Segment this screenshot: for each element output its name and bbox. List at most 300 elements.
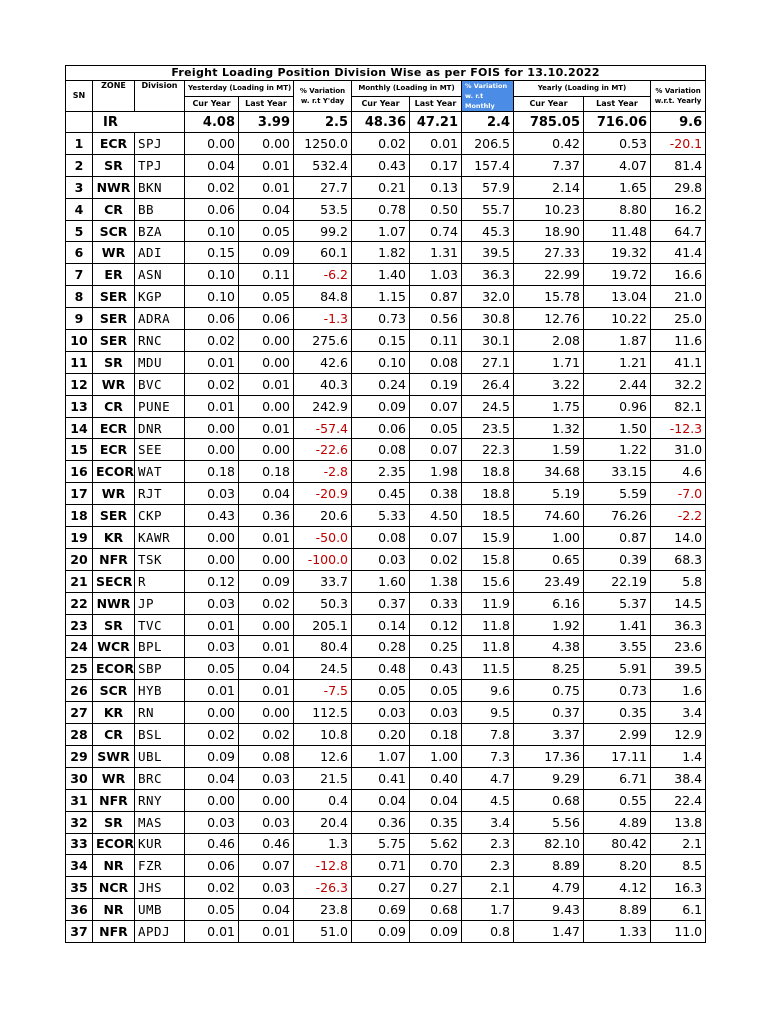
y-cur-cell: 0.03 [185, 636, 239, 658]
zone-cell: SECR [93, 570, 135, 592]
yr-var-cell: 29.8 [651, 176, 706, 198]
yr-var-cell: -7.0 [651, 483, 706, 505]
yr-last-cell: 0.96 [584, 395, 651, 417]
m-var-cell: 18.5 [462, 505, 514, 527]
m-cur-cell: 5.75 [352, 833, 410, 855]
table-row [66, 176, 706, 198]
sn-cell: 13 [66, 395, 93, 417]
sn-cell: 29 [66, 745, 93, 767]
yr-cur-cell: 15.78 [514, 286, 584, 308]
y-cur-cell: 0.15 [185, 242, 239, 264]
m-last-cell: 5.62 [410, 833, 462, 855]
sn-header: SN [66, 81, 93, 112]
division-cell: RJT [135, 483, 185, 505]
yr-cur-cell: 1.71 [514, 351, 584, 373]
m-last-cell: 0.25 [410, 636, 462, 658]
ir-label: IR [93, 112, 185, 133]
zone-cell: CR [93, 198, 135, 220]
m-var-cell: 157.4 [462, 154, 514, 176]
yr-cur-cell: 18.90 [514, 220, 584, 242]
division-cell: WAT [135, 461, 185, 483]
yr-cur-cell: 82.10 [514, 833, 584, 855]
m-var-cell: 11.5 [462, 658, 514, 680]
yr-cur-cell: 0.37 [514, 702, 584, 724]
yr-cur-cell: 9.43 [514, 899, 584, 921]
sn-cell: 20 [66, 548, 93, 570]
m-var-cell: 39.5 [462, 242, 514, 264]
y-cur-cell: 0.09 [185, 745, 239, 767]
m-cur-cell: 0.09 [352, 395, 410, 417]
table-row [66, 527, 706, 549]
zone-cell: SR [93, 351, 135, 373]
sn-cell: 22 [66, 592, 93, 614]
ir-yr-var: 9.6 [651, 112, 706, 133]
sn-cell: 26 [66, 680, 93, 702]
zone-cell: NR [93, 899, 135, 921]
division-header: Division [135, 81, 185, 112]
m-last-cell: 0.08 [410, 351, 462, 373]
y-var-cell: 40.3 [294, 373, 352, 395]
m-cur-cell: 0.27 [352, 877, 410, 899]
y-cur-cell: 0.02 [185, 877, 239, 899]
m-var-cell: 22.3 [462, 439, 514, 461]
zone-cell: ECOR [93, 461, 135, 483]
yr-cur-cell: 4.79 [514, 877, 584, 899]
y-last-cell: 0.01 [239, 921, 294, 943]
division-cell: MDU [135, 351, 185, 373]
y-cur-cell: 0.10 [185, 220, 239, 242]
m-var-cell: 11.8 [462, 614, 514, 636]
y-last-cell: 0.05 [239, 286, 294, 308]
zone-cell: KR [93, 527, 135, 549]
y-cur-cell: 0.06 [185, 855, 239, 877]
yr-var-cell: 41.1 [651, 351, 706, 373]
yr-var-cell: 41.4 [651, 242, 706, 264]
table-row [66, 417, 706, 439]
yr-var-cell: 23.6 [651, 636, 706, 658]
yr-last-cell: 19.72 [584, 264, 651, 286]
yr-cur-cell: 0.68 [514, 789, 584, 811]
y-last-cell: 0.06 [239, 308, 294, 330]
m-last-cell: 0.13 [410, 176, 462, 198]
yearly-group-header: Yearly (Loading in MT) [514, 81, 651, 97]
y-var-cell: 10.8 [294, 724, 352, 746]
yr-var-cell: -2.2 [651, 505, 706, 527]
yr-cur-cell: 1.59 [514, 439, 584, 461]
y-var-cell: 1.3 [294, 833, 352, 855]
table-row [66, 461, 706, 483]
y-last-cell: 0.01 [239, 176, 294, 198]
yr-last-cell: 5.37 [584, 592, 651, 614]
yr-var-cell: 64.7 [651, 220, 706, 242]
yr-var-cell: 82.1 [651, 395, 706, 417]
m-cur-cell: 0.15 [352, 330, 410, 352]
table-row [66, 264, 706, 286]
y-last-cell: 0.08 [239, 745, 294, 767]
m-last-cell: 0.33 [410, 592, 462, 614]
m-cur-cell: 0.28 [352, 636, 410, 658]
table-row [66, 745, 706, 767]
ir-sn-cell [66, 112, 93, 133]
m-var-cell: 3.4 [462, 811, 514, 833]
yr-var-cell: 22.4 [651, 789, 706, 811]
y-var-cell: 60.1 [294, 242, 352, 264]
sn-cell: 27 [66, 702, 93, 724]
yr-last-cell: 1.41 [584, 614, 651, 636]
sn-cell: 14 [66, 417, 93, 439]
yr-var-cell: 6.1 [651, 899, 706, 921]
zone-cell: SER [93, 286, 135, 308]
yr-var-cell: 39.5 [651, 658, 706, 680]
m-var-cell: 11.9 [462, 592, 514, 614]
yr-var-cell: 5.8 [651, 570, 706, 592]
table-row [66, 921, 706, 943]
zone-cell: SCR [93, 220, 135, 242]
yr-last-cell: 17.11 [584, 745, 651, 767]
m-var-cell: 2.3 [462, 833, 514, 855]
table-row [66, 548, 706, 570]
y-var-cell: 33.7 [294, 570, 352, 592]
ir-y-var: 2.5 [294, 112, 352, 133]
zone-cell: WR [93, 767, 135, 789]
division-cell: BKN [135, 176, 185, 198]
y-last-cell: 0.01 [239, 373, 294, 395]
m-last-cell: 1.98 [410, 461, 462, 483]
m-cur-cell: 0.73 [352, 308, 410, 330]
yr-var-cell: 21.0 [651, 286, 706, 308]
yr-last-cell: 76.26 [584, 505, 651, 527]
y-last-year-header: Last Year [239, 96, 294, 112]
y-cur-cell: 0.02 [185, 373, 239, 395]
y-cur-cell: 0.01 [185, 921, 239, 943]
zone-cell: SCR [93, 680, 135, 702]
y-var-cell: 80.4 [294, 636, 352, 658]
m-last-cell: 0.05 [410, 680, 462, 702]
sn-cell: 5 [66, 220, 93, 242]
ir-y-last: 3.99 [239, 112, 294, 133]
sn-cell: 17 [66, 483, 93, 505]
yesterday-group-header: Yesterday (Loading in MT) [185, 81, 294, 97]
y-var-cell: 84.8 [294, 286, 352, 308]
y-last-cell: 0.09 [239, 242, 294, 264]
yr-cur-cell: 0.42 [514, 133, 584, 155]
y-cur-cell: 0.18 [185, 461, 239, 483]
sn-cell: 8 [66, 286, 93, 308]
m-last-cell: 1.00 [410, 745, 462, 767]
zone-cell: WR [93, 373, 135, 395]
division-cell: JP [135, 592, 185, 614]
yr-last-cell: 19.32 [584, 242, 651, 264]
table-row [66, 439, 706, 461]
m-last-cell: 1.31 [410, 242, 462, 264]
freight-loading-table [65, 65, 706, 943]
table-row [66, 198, 706, 220]
m-var-cell: 24.5 [462, 395, 514, 417]
m-cur-cell: 0.41 [352, 767, 410, 789]
yr-last-cell: 1.65 [584, 176, 651, 198]
yr-var-cell: -12.3 [651, 417, 706, 439]
division-cell: BZA [135, 220, 185, 242]
ir-m-var: 2.4 [462, 112, 514, 133]
y-last-cell: 0.00 [239, 789, 294, 811]
m-cur-cell: 0.08 [352, 527, 410, 549]
m-var-cell: 18.8 [462, 461, 514, 483]
sn-cell: 16 [66, 461, 93, 483]
y-last-cell: 0.02 [239, 592, 294, 614]
y-last-cell: 0.00 [239, 133, 294, 155]
yr-last-cell: 0.55 [584, 789, 651, 811]
sn-cell: 24 [66, 636, 93, 658]
yr-cur-cell: 1.92 [514, 614, 584, 636]
m-var-cell: 32.0 [462, 286, 514, 308]
m-cur-cell: 5.33 [352, 505, 410, 527]
y-var-cell: 27.7 [294, 176, 352, 198]
division-cell: FZR [135, 855, 185, 877]
y-var-cell: -100.0 [294, 548, 352, 570]
yr-var-cell: 11.6 [651, 330, 706, 352]
y-cur-cell: 0.02 [185, 724, 239, 746]
yr-var-cell: 4.6 [651, 461, 706, 483]
yesterday-variation-header: % Variation w. r.t Y'day [294, 81, 352, 112]
table-title: Freight Loading Position Division Wise as per FOIS for 13.10.2022 [66, 66, 706, 81]
ir-yr-cur: 785.05 [514, 112, 584, 133]
y-var-cell: 50.3 [294, 592, 352, 614]
m-last-cell: 0.02 [410, 548, 462, 570]
zone-cell: ECR [93, 439, 135, 461]
y-cur-cell: 0.00 [185, 789, 239, 811]
sn-cell: 1 [66, 133, 93, 155]
m-cur-cell: 0.48 [352, 658, 410, 680]
yr-var-cell: 16.3 [651, 877, 706, 899]
yr-var-cell: 36.3 [651, 614, 706, 636]
zone-cell: ECR [93, 417, 135, 439]
zone-cell: CR [93, 395, 135, 417]
y-last-cell: 0.01 [239, 636, 294, 658]
m-last-cell: 0.12 [410, 614, 462, 636]
m-last-cell: 0.11 [410, 330, 462, 352]
yr-last-cell: 0.53 [584, 133, 651, 155]
zone-cell: SR [93, 614, 135, 636]
zone-header: ZONE [93, 81, 135, 112]
yr-last-cell: 1.33 [584, 921, 651, 943]
m-var-cell: 9.5 [462, 702, 514, 724]
m-var-cell: 0.8 [462, 921, 514, 943]
y-last-cell: 0.02 [239, 724, 294, 746]
division-cell: HYB [135, 680, 185, 702]
m-var-cell: 4.7 [462, 767, 514, 789]
m-var-cell: 15.9 [462, 527, 514, 549]
m-var-cell: 2.3 [462, 855, 514, 877]
m-last-cell: 0.07 [410, 527, 462, 549]
yr-cur-cell: 5.19 [514, 483, 584, 505]
yr-var-cell: 16.6 [651, 264, 706, 286]
y-var-cell: -7.5 [294, 680, 352, 702]
division-cell: SEE [135, 439, 185, 461]
table-row [66, 833, 706, 855]
y-var-cell: 99.2 [294, 220, 352, 242]
y-var-cell: 0.4 [294, 789, 352, 811]
y-cur-cell: 0.06 [185, 308, 239, 330]
table-row [66, 351, 706, 373]
table-row [66, 724, 706, 746]
m-last-cell: 0.74 [410, 220, 462, 242]
m-cur-cell: 0.02 [352, 133, 410, 155]
m-var-cell: 7.3 [462, 745, 514, 767]
sn-cell: 35 [66, 877, 93, 899]
table-row [66, 133, 706, 155]
yr-last-cell: 1.87 [584, 330, 651, 352]
y-var-cell: -50.0 [294, 527, 352, 549]
ir-m-cur: 48.36 [352, 112, 410, 133]
yr-cur-cell: 3.37 [514, 724, 584, 746]
m-last-cell: 0.87 [410, 286, 462, 308]
table-row [66, 483, 706, 505]
yr-var-cell: 1.4 [651, 745, 706, 767]
y-cur-cell: 0.01 [185, 680, 239, 702]
m-var-cell: 30.1 [462, 330, 514, 352]
y-cur-cell: 0.04 [185, 767, 239, 789]
zone-cell: ECOR [93, 658, 135, 680]
yr-last-cell: 1.50 [584, 417, 651, 439]
m-last-year-header: Last Year [410, 96, 462, 112]
division-cell: RN [135, 702, 185, 724]
m-cur-cell: 1.82 [352, 242, 410, 264]
yr-cur-cell: 34.68 [514, 461, 584, 483]
m-last-cell: 0.04 [410, 789, 462, 811]
m-last-cell: 1.03 [410, 264, 462, 286]
y-cur-cell: 0.03 [185, 592, 239, 614]
y-var-cell: -6.2 [294, 264, 352, 286]
zone-cell: WR [93, 242, 135, 264]
y-var-cell: 275.6 [294, 330, 352, 352]
yr-cur-cell: 27.33 [514, 242, 584, 264]
y-var-cell: -20.9 [294, 483, 352, 505]
y-last-cell: 0.01 [239, 527, 294, 549]
yr-last-year-header: Last Year [584, 96, 651, 112]
y-cur-cell: 0.01 [185, 395, 239, 417]
zone-cell: ER [93, 264, 135, 286]
m-cur-cell: 0.36 [352, 811, 410, 833]
m-cur-cell: 1.60 [352, 570, 410, 592]
m-cur-cell: 0.24 [352, 373, 410, 395]
m-cur-year-header: Cur Year [352, 96, 410, 112]
division-cell: UMB [135, 899, 185, 921]
table-row [66, 286, 706, 308]
m-var-cell: 1.7 [462, 899, 514, 921]
y-var-cell: 20.6 [294, 505, 352, 527]
division-cell: R [135, 570, 185, 592]
yr-last-cell: 11.48 [584, 220, 651, 242]
ir-y-cur: 4.08 [185, 112, 239, 133]
y-last-cell: 0.05 [239, 220, 294, 242]
yr-cur-cell: 6.16 [514, 592, 584, 614]
division-cell: TSK [135, 548, 185, 570]
yr-var-cell: 14.5 [651, 592, 706, 614]
yr-last-cell: 10.22 [584, 308, 651, 330]
table-row [66, 614, 706, 636]
y-last-cell: 0.00 [239, 614, 294, 636]
yr-last-cell: 2.99 [584, 724, 651, 746]
zone-cell: NCR [93, 877, 135, 899]
monthly-group-header: Monthly (Loading in MT) [352, 81, 462, 97]
y-last-cell: 0.00 [239, 439, 294, 461]
zone-cell: WR [93, 483, 135, 505]
y-last-cell: 0.18 [239, 461, 294, 483]
m-last-cell: 0.03 [410, 702, 462, 724]
sn-cell: 28 [66, 724, 93, 746]
sn-cell: 32 [66, 811, 93, 833]
yr-last-cell: 13.04 [584, 286, 651, 308]
y-var-cell: 205.1 [294, 614, 352, 636]
division-cell: UBL [135, 745, 185, 767]
m-var-cell: 7.8 [462, 724, 514, 746]
y-last-cell: 0.04 [239, 658, 294, 680]
table-row [66, 154, 706, 176]
sn-cell: 36 [66, 899, 93, 921]
table-row [66, 395, 706, 417]
sn-cell: 34 [66, 855, 93, 877]
m-cur-cell: 1.15 [352, 286, 410, 308]
y-last-cell: 0.00 [239, 351, 294, 373]
ir-m-last: 47.21 [410, 112, 462, 133]
division-cell: APDJ [135, 921, 185, 943]
division-cell: RNY [135, 789, 185, 811]
m-last-cell: 0.38 [410, 483, 462, 505]
y-cur-cell: 0.00 [185, 133, 239, 155]
division-cell: SPJ [135, 133, 185, 155]
zone-cell: SR [93, 811, 135, 833]
yr-last-cell: 6.71 [584, 767, 651, 789]
yr-cur-cell: 3.22 [514, 373, 584, 395]
y-var-cell: 112.5 [294, 702, 352, 724]
m-var-cell: 2.1 [462, 877, 514, 899]
m-cur-cell: 0.08 [352, 439, 410, 461]
y-var-cell: 24.5 [294, 658, 352, 680]
m-last-cell: 0.05 [410, 417, 462, 439]
y-cur-cell: 0.03 [185, 811, 239, 833]
y-cur-cell: 0.10 [185, 286, 239, 308]
yr-var-cell: 13.8 [651, 811, 706, 833]
yr-last-cell: 5.59 [584, 483, 651, 505]
yr-last-cell: 0.35 [584, 702, 651, 724]
y-cur-cell: 0.00 [185, 702, 239, 724]
m-cur-cell: 0.21 [352, 176, 410, 198]
m-last-cell: 0.09 [410, 921, 462, 943]
y-last-cell: 0.00 [239, 702, 294, 724]
m-cur-cell: 0.71 [352, 855, 410, 877]
yr-cur-cell: 22.99 [514, 264, 584, 286]
table-row [66, 592, 706, 614]
division-cell: ASN [135, 264, 185, 286]
m-cur-cell: 0.69 [352, 899, 410, 921]
yr-var-cell: 25.0 [651, 308, 706, 330]
yr-cur-cell: 4.38 [514, 636, 584, 658]
y-last-cell: 0.00 [239, 330, 294, 352]
y-last-cell: 0.00 [239, 395, 294, 417]
y-last-cell: 0.03 [239, 767, 294, 789]
y-var-cell: -57.4 [294, 417, 352, 439]
m-last-cell: 0.18 [410, 724, 462, 746]
sn-cell: 21 [66, 570, 93, 592]
y-var-cell: 42.6 [294, 351, 352, 373]
yr-var-cell: 11.0 [651, 921, 706, 943]
ir-total-row [66, 112, 706, 133]
table-row [66, 680, 706, 702]
yr-var-cell: 32.2 [651, 373, 706, 395]
y-cur-cell: 0.03 [185, 483, 239, 505]
m-cur-cell: 0.20 [352, 724, 410, 746]
sn-cell: 6 [66, 242, 93, 264]
